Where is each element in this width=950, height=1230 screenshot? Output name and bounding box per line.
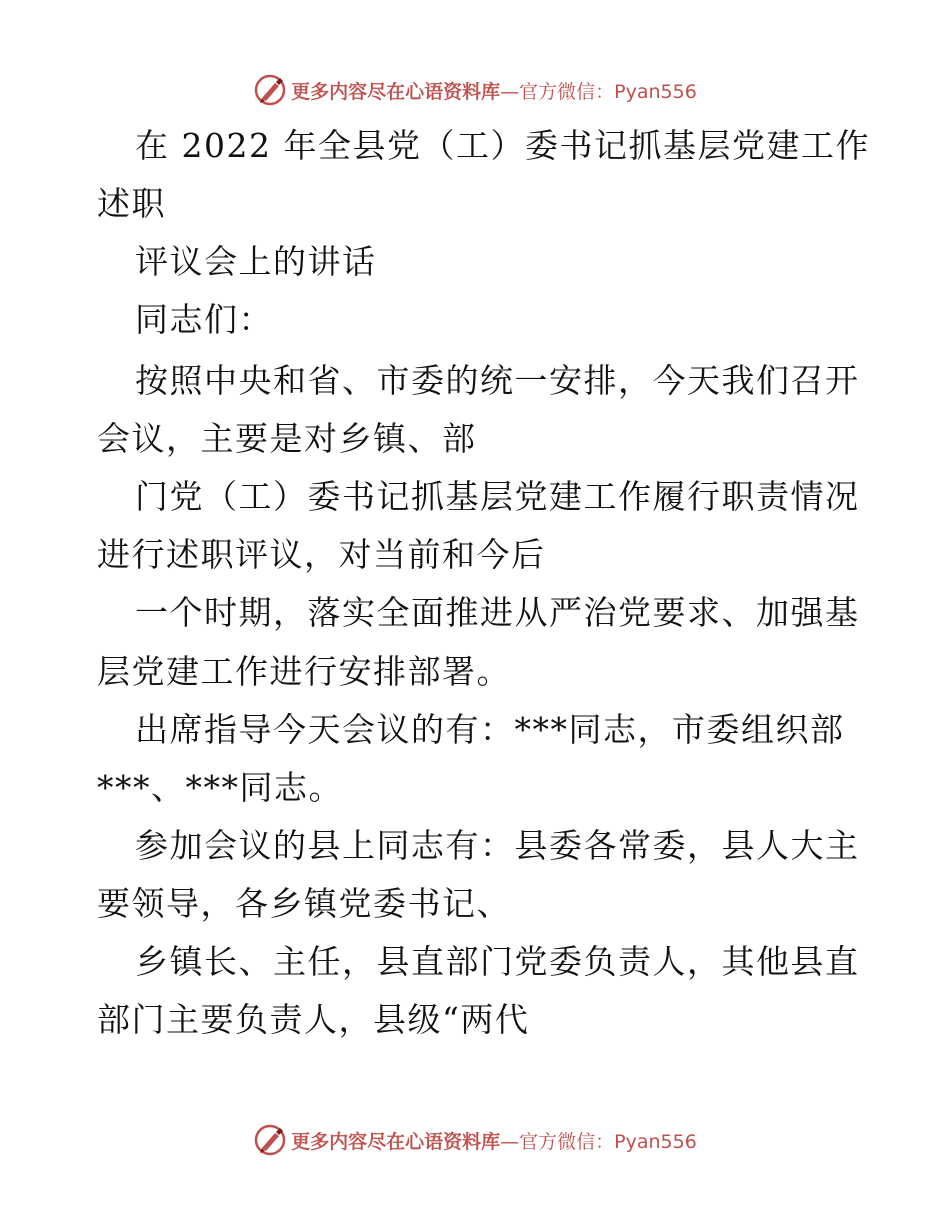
document-title-line-3: 评议会上的讲话 <box>135 242 377 281</box>
watermark-separator: — <box>500 80 520 103</box>
paragraph-line: 参加会议的县上同志有：县委各常委，县人大主 <box>135 826 860 865</box>
watermark-brand: 更多内容尽在心语资料库 <box>291 1130 501 1153</box>
paragraph-line: 出席指导今天会议的有：***同志，市委组织部 <box>135 710 845 749</box>
watermark-contact: 官方微信：Pyan556 <box>519 1130 697 1153</box>
pen-logo-icon <box>253 1123 287 1157</box>
paragraph-line: 乡镇长、主任，县直部门党委负责人，其他县直 <box>135 942 860 981</box>
paragraph-line: 一个时期，落实全面推进从严治党要求、加强基 <box>135 593 860 632</box>
paragraph-line: 会议，主要是对乡镇、部 <box>97 419 477 458</box>
salutation: 同志们： <box>135 300 273 339</box>
paragraph-line: 要领导，各乡镇党委书记、 <box>97 884 511 923</box>
document-title-line-1: 在 2022 年全县党（工）委书记抓基层党建工作 <box>135 126 870 165</box>
watermark-separator: — <box>500 1130 520 1153</box>
footer-watermark <box>0 1120 950 1160</box>
paragraph-line: 层党建工作进行安排部署。 <box>97 652 511 691</box>
paragraph-line: 部门主要负责人，县级“两代 <box>97 1000 530 1039</box>
watermark-contact: 官方微信：Pyan556 <box>519 80 697 103</box>
paragraph-line: 门党（工）委书记抓基层党建工作履行职责情况 <box>135 477 860 516</box>
paragraph-line: 进行述职评议，对当前和今后 <box>97 535 546 574</box>
paragraph-line: 按照中央和省、市委的统一安排，今天我们召开 <box>135 361 860 400</box>
paragraph-line: ***、***同志。 <box>97 768 343 807</box>
document-title-line-2: 述职 <box>97 184 166 223</box>
watermark-brand: 更多内容尽在心语资料库 <box>291 80 501 103</box>
